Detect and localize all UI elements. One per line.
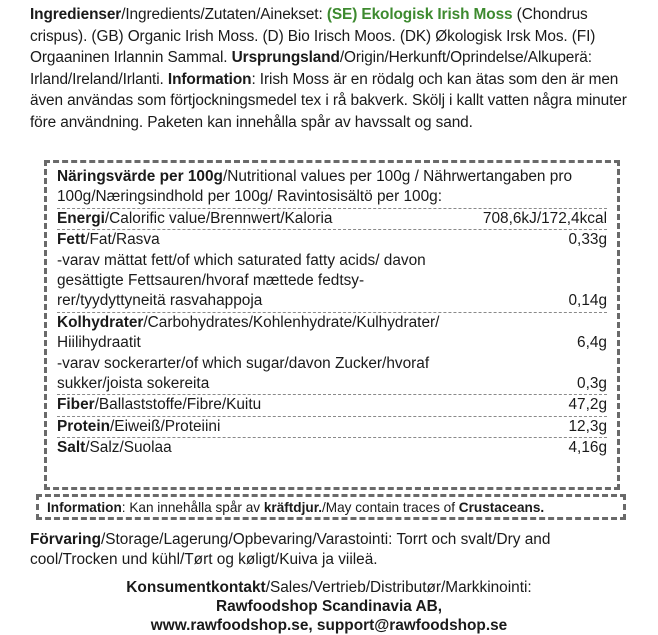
row-value: 6,4g: [577, 334, 607, 352]
allergen-text: : Kan innehålla spår av: [121, 500, 264, 515]
storage-text: /Storage/Lagerung/Opbevaring/Varastointi: Torrt och svalt/Dry and cool/Trocken und kühl/Tørt og køligt/Kuiva ja viileä.: [30, 531, 551, 568]
company-name: Rawfoodshop Scandinavia AB,: [215, 598, 443, 615]
nutrition-row-carbohydrates: [57, 313, 607, 354]
contact-block: [0, 578, 658, 635]
info-heading: Information: [167, 70, 252, 88]
allergen-text-2: /May contain traces of: [322, 500, 459, 515]
nutrition-row-protein: [57, 417, 607, 437]
nutrition-row-energy: [57, 209, 607, 229]
row-label: /Fat/Rasva: [85, 231, 160, 249]
row-label-bold: Energi: [57, 209, 105, 227]
allergen-heading: Information: [47, 500, 122, 515]
storage-heading: Förvaring: [30, 531, 101, 548]
row-value: 708,6kJ/172,4kcal: [482, 209, 607, 227]
row-value: 0,33g: [568, 231, 607, 249]
nutrition-row-salt: [57, 438, 607, 458]
row-label-bold: Protein: [57, 417, 111, 435]
contact-heading: Konsumentkontakt: [126, 579, 266, 596]
row-label: -varav mättat fett/of which saturated fatty acids/ davon gesättigte Fettsauren/hvoraf mættede fedtsy-rer/tyydyttyneitä rasvahappoja: [57, 251, 426, 310]
row-label-bold: Fiber: [57, 396, 95, 414]
row-value: 47,2g: [568, 396, 607, 414]
allergen-notice: [36, 494, 626, 520]
row-label: /Eiweiß/Proteiini: [110, 417, 221, 435]
nutrition-row-saturated: [57, 251, 607, 312]
row-value: 4,16g: [568, 439, 607, 457]
ingredients-heading-rest: /Ingredients/Zutaten/Ainekset:: [121, 6, 327, 23]
row-label-bold: Kolhydrater: [57, 313, 144, 331]
nutrition-row-fat: [57, 230, 607, 250]
row-label: /Calorific value/Brennwert/Kaloria: [104, 209, 333, 227]
row-label: /Salz/Suolaa: [85, 439, 172, 457]
allergen-bold-1: kräftdjur.: [263, 500, 323, 515]
info-text: : Irish Moss är en rödalg och kan ätas som den är men även användas som förtjockningsmedel tex i rå bakverk. Skölj i kallt vatten några minuter före användning. Paketen kan innehålla spår av havssalt og sand.: [30, 70, 627, 131]
row-label: /Ballaststoffe/Fibre/Kuitu: [94, 396, 262, 414]
row-label-bold: Fett: [57, 231, 86, 249]
nutrition-heading: [57, 167, 607, 208]
web-email: www.rawfoodshop.se, support@rawfoodshop.se: [150, 617, 508, 634]
ingredients-block: [30, 4, 640, 133]
product-name: (SE) Ekologisk Irish Moss: [326, 6, 513, 23]
contact-heading-rest: /Sales/Vertrieb/Distributør/Markkinointi:: [265, 579, 532, 596]
nutrition-table: [44, 160, 620, 490]
origin-text: /Origin/Herkunft/Oprindelse/Alkuperä: Irland/Ireland/Irlanti.: [30, 49, 592, 88]
row-label: /Carbohydrates/Kohlenhydrate/Kulhydrater/ Hiilihydraatit: [57, 313, 440, 352]
nutrition-row-fiber: [57, 395, 607, 415]
allergen-bold-2: Crustaceans.: [458, 500, 545, 515]
ingredients-heading: Ingredienser: [30, 6, 122, 23]
storage-block: [30, 530, 640, 570]
row-label-bold: Salt: [57, 439, 86, 457]
row-value: 0,14g: [568, 292, 607, 310]
nutrition-row-sugars: [57, 354, 607, 395]
ingredients-text: (Chondrus crispus). (GB) Organic Irish Moss. (D) Bio Irisch Moos. (DK) Økologisk Irsk Mos. (FI) Orgaaninen Irlannin Sammal.: [30, 6, 596, 66]
row-label: -varav sockerarter/of which sugar/davon Zucker/hvoraf sukker/joista sokereita: [57, 354, 430, 393]
row-value: 12,3g: [568, 417, 607, 435]
row-value: 0,3g: [577, 375, 607, 393]
origin-heading: Ursprungsland: [231, 49, 340, 66]
nutrition-heading-rest: /Nutritional values per 100g / Nährwertangaben pro 100g/Næringsindhold per 100g/ Ravintosisältö per 100g:: [57, 168, 573, 206]
nutrition-heading-bold: Näringsvärde per 100g: [57, 168, 223, 185]
